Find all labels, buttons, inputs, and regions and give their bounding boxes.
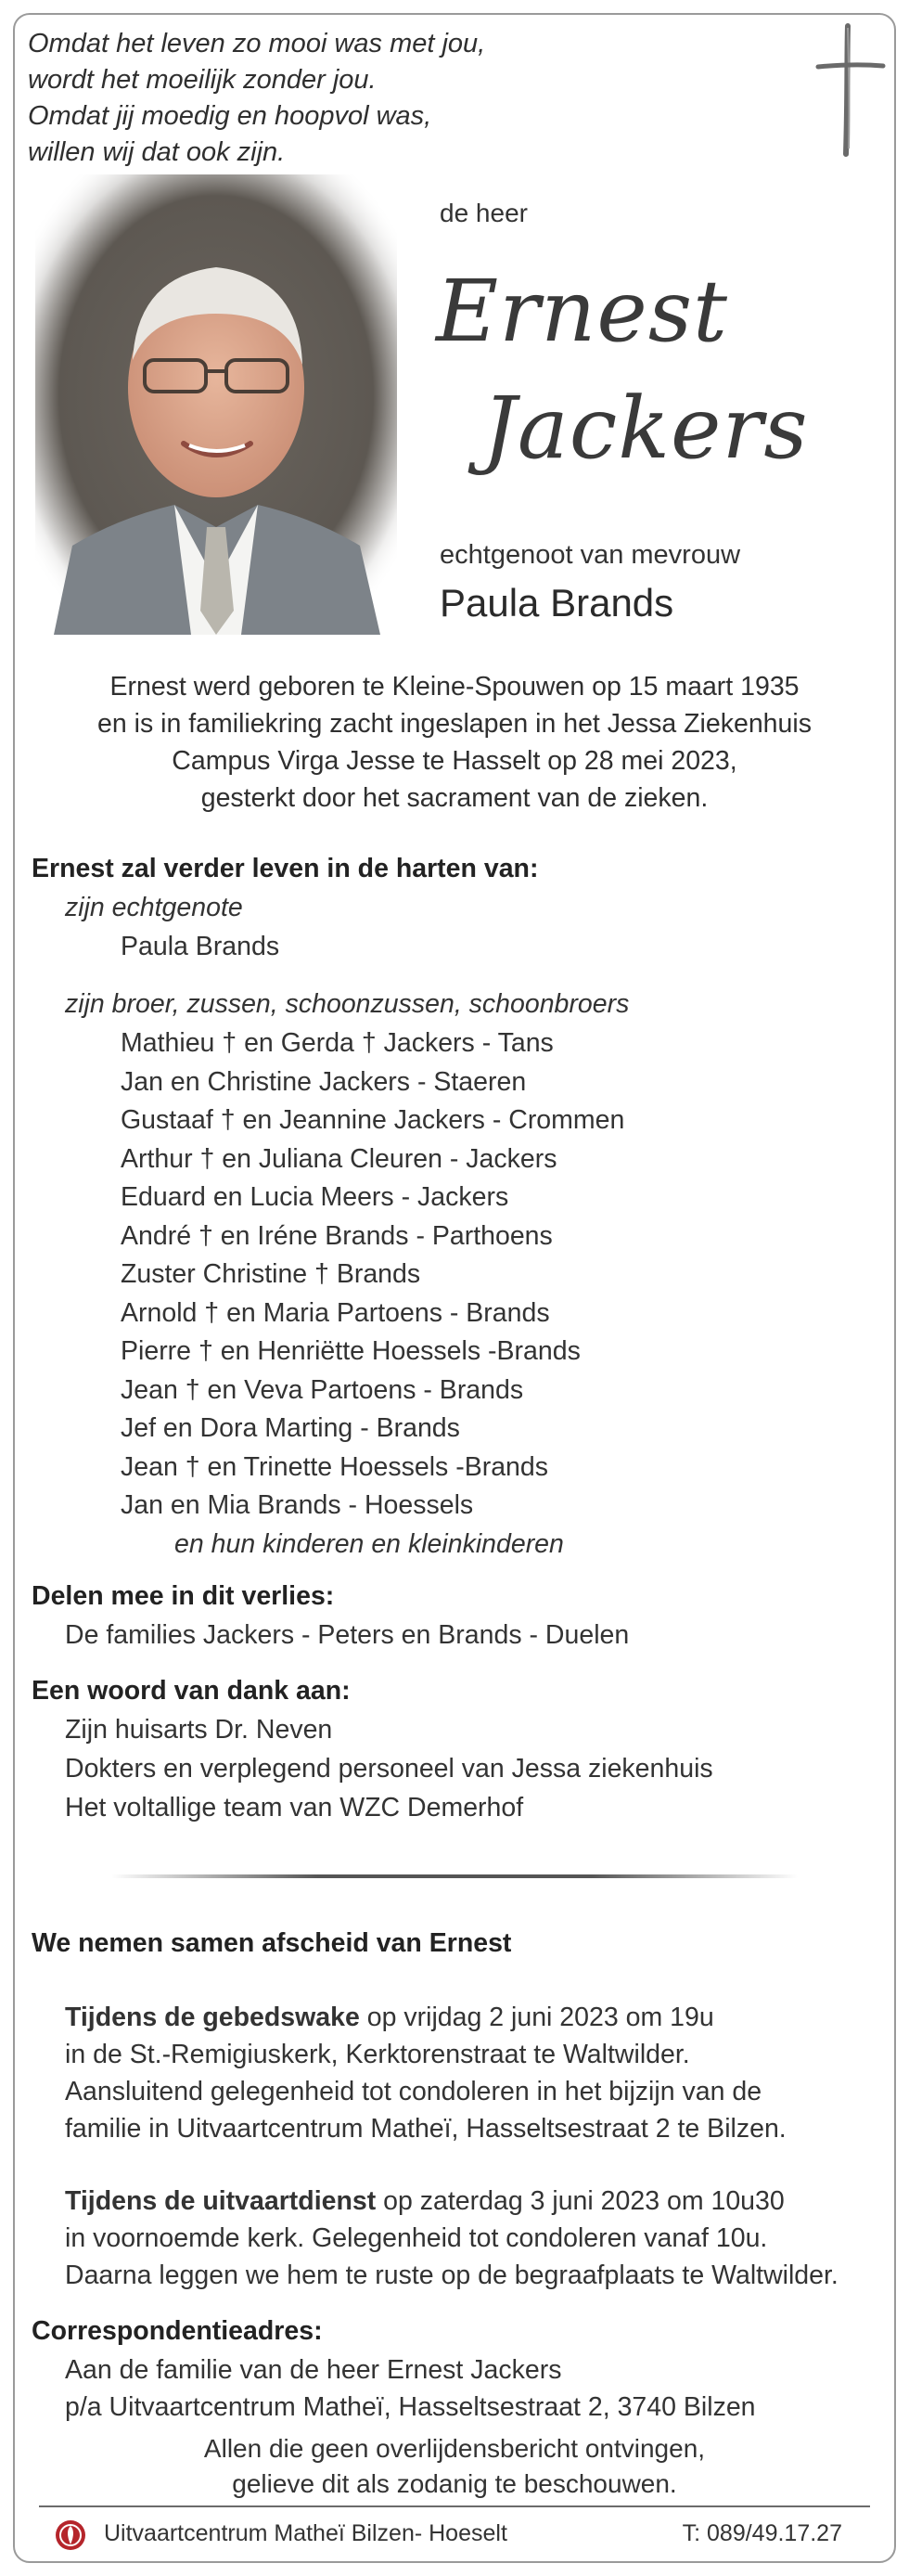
service-line: in voornoemde kerk. Gelegenheid tot condoleren vanaf 10u.	[65, 2223, 768, 2253]
sibling-line: André † en Iréne Brands - Parthoens	[121, 1221, 553, 1251]
service-label: Tijdens de uitvaartdienst	[65, 2186, 377, 2216]
wake-line: Aansluitend gelegenheid tot condoleren in het bijzijn van de	[65, 2077, 762, 2106]
portrait-photo	[35, 174, 397, 635]
intro-line: gesterkt door het sacrament van de zieken.	[200, 783, 709, 813]
siblings-label: zijn broer, zussen, schoonzussen, schoonbroers	[65, 989, 630, 1019]
section-divider	[111, 1874, 798, 1878]
intro-line: Campus Virga Jesse te Hasselt op 28 mei 2023,	[172, 746, 737, 776]
poem-line: willen wij dat ook zijn.	[28, 137, 286, 167]
funeral-home-logo-icon	[54, 2518, 87, 2552]
closing-line: Allen die geen overlijdensbericht ontvingen,	[203, 2434, 706, 2463]
footer-divider	[39, 2505, 870, 2507]
cross-icon	[805, 19, 889, 158]
sibling-line: Jan en Christine Jackers - Staeren	[121, 1067, 527, 1097]
sibling-line: Jan en Mia Brands - Hoessels	[121, 1490, 474, 1520]
service-date: op zaterdag 3 juni 2023 om 10u30	[376, 2186, 785, 2216]
sibling-line: Jean † en Veva Partoens - Brands	[121, 1375, 524, 1405]
spouse-relation-label: zijn echtgenote	[65, 893, 243, 922]
sibling-line: Eduard en Lucia Meers - Jackers	[121, 1182, 509, 1212]
share-heading: Delen mee in dit verlies:	[32, 1581, 335, 1611]
wake-first-line	[65, 1999, 787, 2036]
family-heading: Ernest zal verder leven in de harten van:	[32, 854, 539, 883]
sibling-line: Mathieu † en Gerda † Jackers - Tans	[121, 1028, 554, 1058]
correspondence-line: Aan de familie van de heer Ernest Jackers	[65, 2355, 562, 2385]
wake-line: in de St.-Remigiuskerk, Kerktorenstraat te Waltwilder.	[65, 2040, 690, 2069]
wake-label: Tijdens de gebedswake	[65, 2003, 360, 2032]
spouse-name: Paula Brands	[440, 581, 674, 625]
correspondence-line: p/a Uitvaartcentrum Matheï, Hasseltsestraat 2, 3740 Bilzen	[65, 2392, 756, 2422]
first-name: Ernest	[436, 262, 729, 361]
thanks-line: Het voltallige team van WZC Demerhof	[65, 1793, 524, 1823]
thanks-line: Dokters en verplegend personeel van Jessa ziekenhuis	[65, 1754, 713, 1784]
sibling-line: Arthur † en Juliana Cleuren - Jackers	[121, 1144, 557, 1174]
poem-line: Omdat het leven zo mooi was met jou,	[28, 29, 486, 58]
wake-date: op vrijdag 2 juni 2023 om 19u	[359, 2003, 714, 2032]
sibling-line: Pierre † en Henriëtte Hoessels -Brands	[121, 1336, 581, 1366]
intro-line: en is in familiekring zacht ingeslapen in het Jessa Ziekenhuis	[97, 709, 812, 739]
sibling-line: Jef en Dora Marting - Brands	[121, 1413, 460, 1443]
footer-phone: T: 089/49.17.27	[682, 2520, 842, 2546]
children-note: en hun kinderen en kleinkinderen	[174, 1529, 564, 1559]
thanks-line: Zijn huisarts Dr. Neven	[65, 1715, 333, 1745]
service-first-line	[65, 2183, 839, 2220]
footer-company: Uitvaartcentrum Matheï Bilzen- Hoeselt	[104, 2520, 507, 2546]
farewell-heading: We nemen samen afscheid van Ernest	[32, 1928, 512, 1958]
footer	[39, 2515, 870, 2556]
intro-line: Ernest werd geboren te Kleine-Spouwen op 15 maart 1935	[109, 672, 800, 702]
closing-line: gelieve dit als zodanig te beschouwen.	[232, 2469, 677, 2498]
last-name: Jackers	[482, 379, 809, 478]
family-spouse: Paula Brands	[121, 932, 280, 961]
service-line: Daarna leggen we hem te ruste op de begraafplaats te Waltwilder.	[65, 2260, 839, 2290]
wake-paragraph	[65, 1999, 787, 2147]
poem-line: Omdat jij moedig en hoopvol was,	[28, 101, 432, 131]
correspondence-heading: Correspondentieadres:	[32, 2316, 323, 2346]
wake-line: familie in Uitvaartcentrum Matheï, Hasseltsestraat 2 te Bilzen.	[65, 2114, 787, 2144]
poem	[28, 26, 485, 171]
service-paragraph	[65, 2183, 839, 2294]
poem-line: wordt het moeilijk zonder jou.	[28, 65, 377, 95]
thanks-heading: Een woord van dank aan:	[32, 1676, 351, 1706]
sibling-line: Jean † en Trinette Hoessels -Brands	[121, 1452, 548, 1482]
share-text: De families Jackers - Peters en Brands - Duelen	[65, 1620, 630, 1650]
title-prefix: de heer	[440, 199, 528, 227]
sibling-line: Arnold † en Maria Partoens - Brands	[121, 1298, 550, 1328]
sibling-line: Zuster Christine † Brands	[121, 1259, 421, 1289]
intro-text	[0, 668, 909, 817]
spouse-label: echtgenoot van mevrouw	[440, 540, 741, 570]
sibling-line: Gustaaf † en Jeannine Jackers - Crommen	[121, 1105, 625, 1135]
closing-note	[0, 2431, 909, 2502]
